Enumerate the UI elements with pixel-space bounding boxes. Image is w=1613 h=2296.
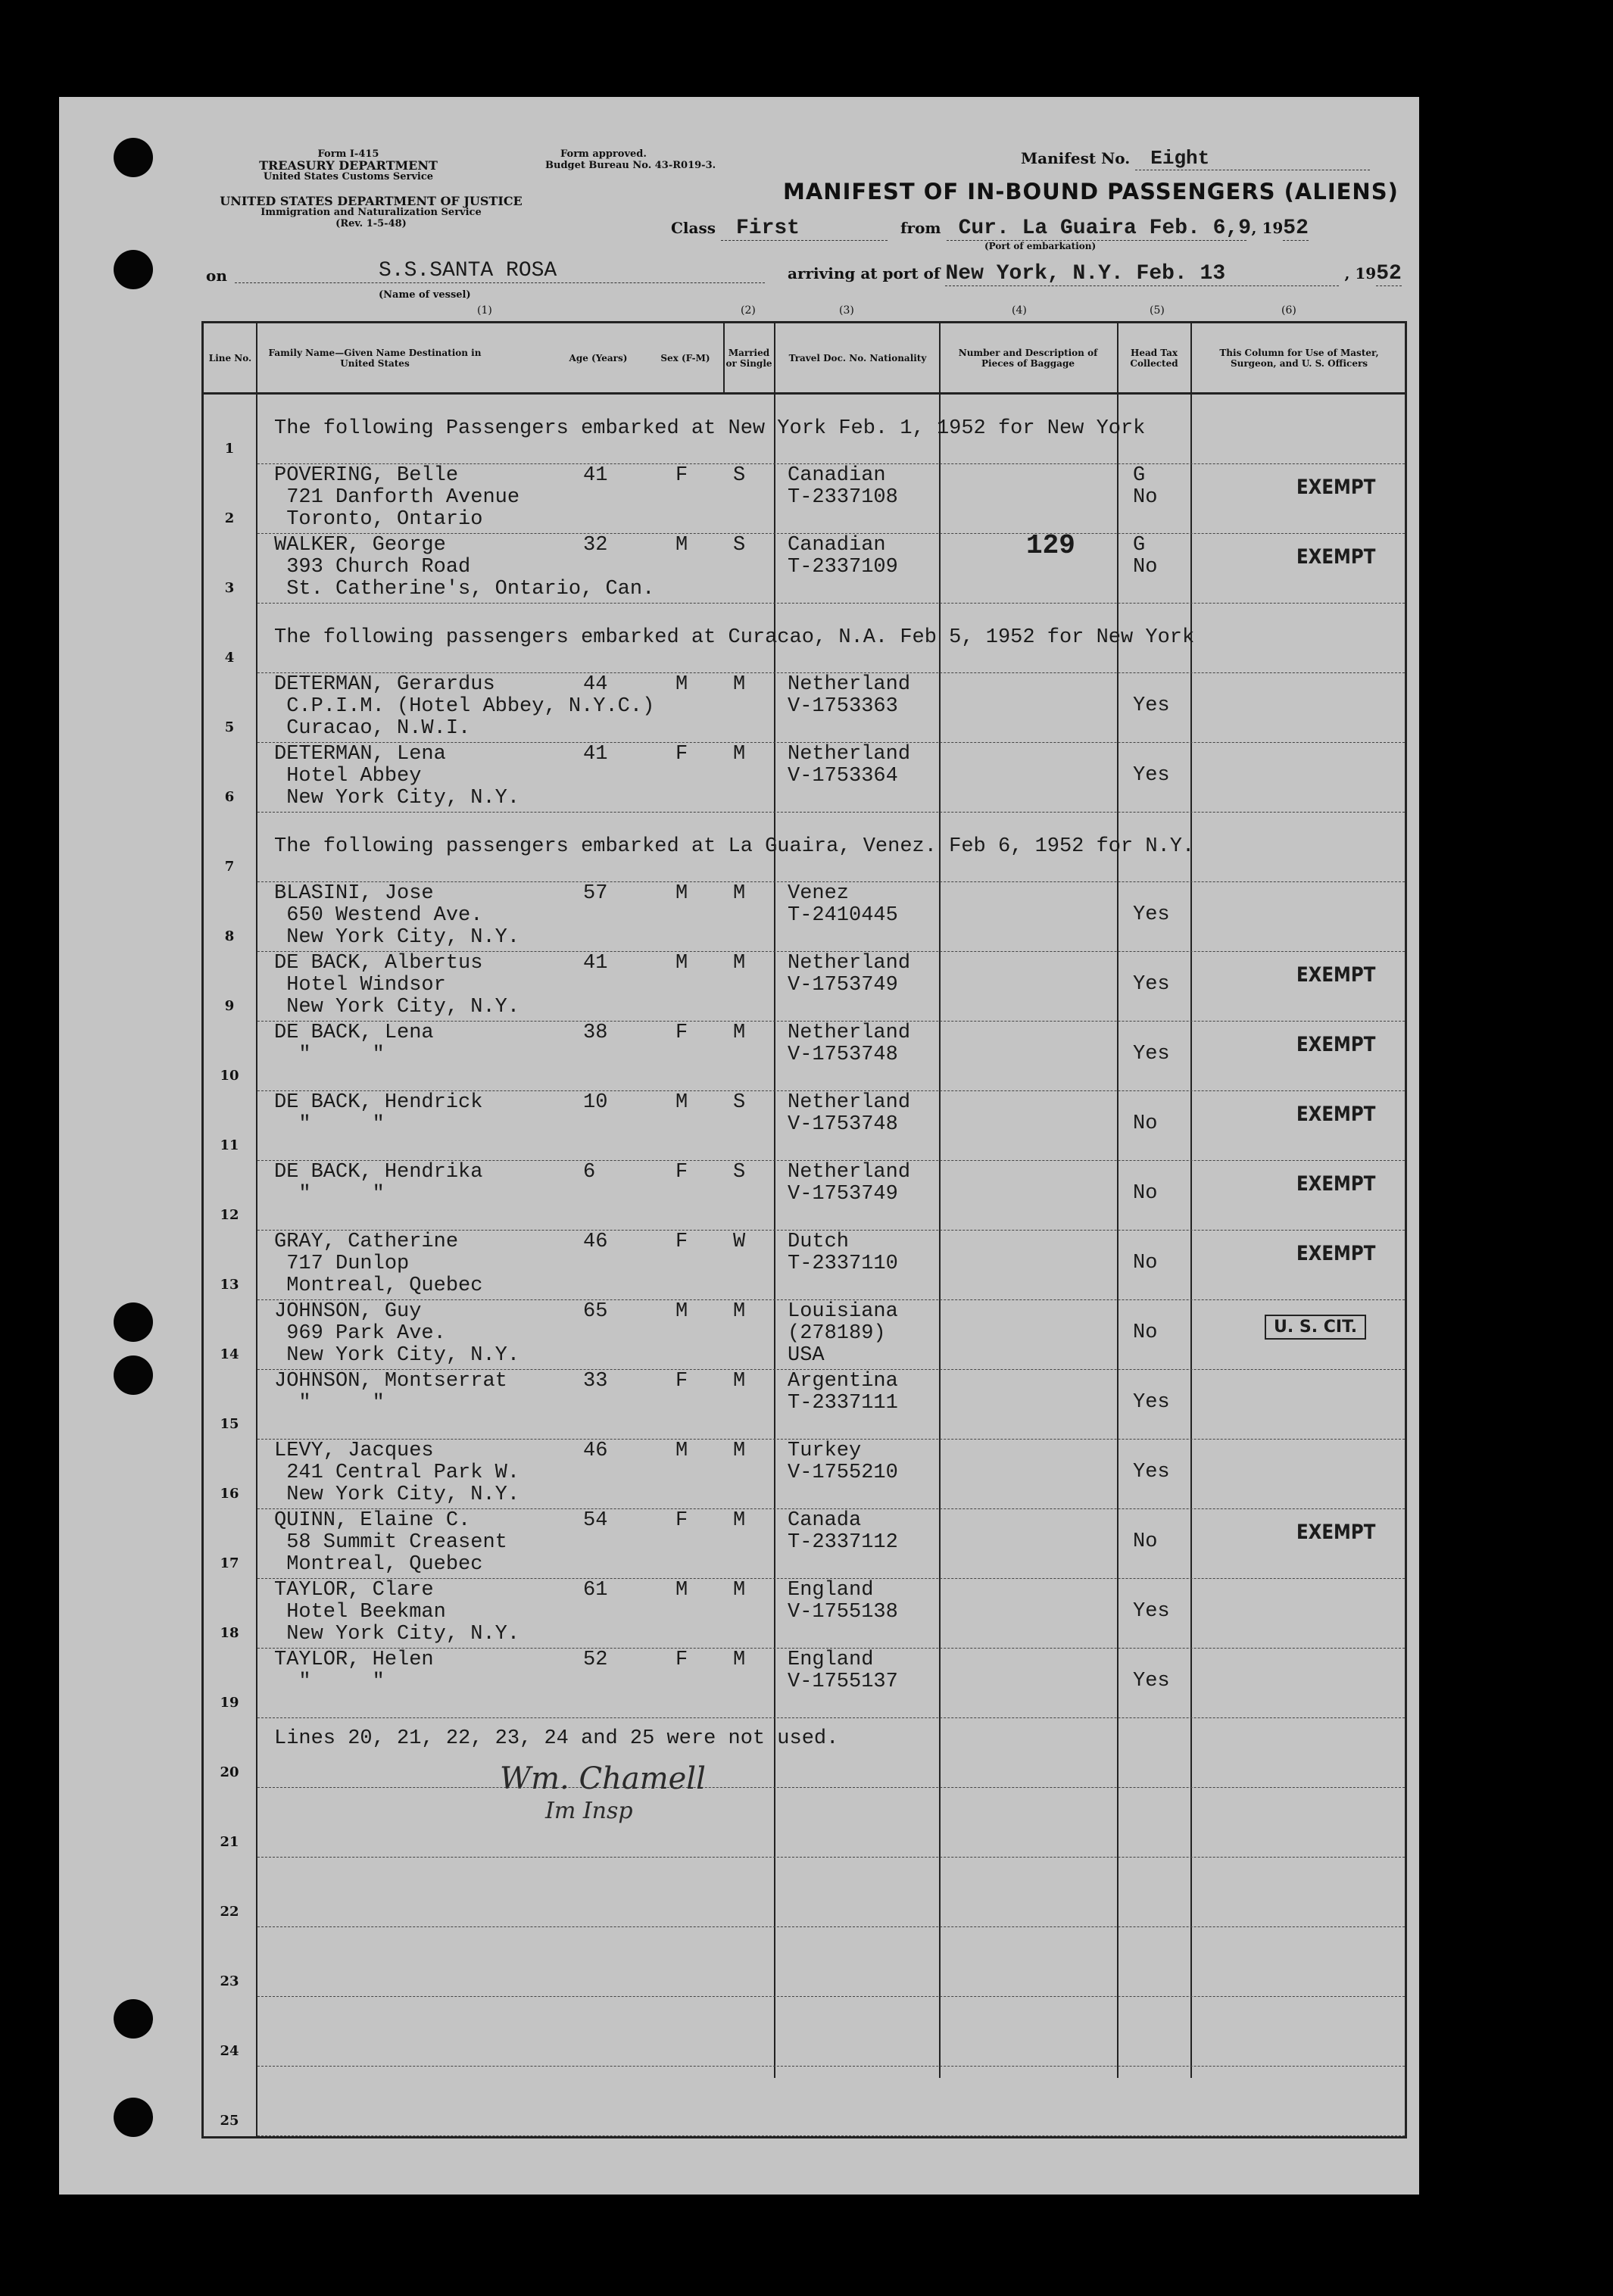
row-rule: [257, 2066, 1405, 2067]
punch-hole: [114, 1302, 153, 1342]
exempt-stamp: EXEMPT: [1296, 1033, 1376, 1056]
punch-hole: [114, 1355, 153, 1395]
line-number: 18: [220, 1625, 239, 1641]
passenger-sex: F: [675, 1370, 688, 1393]
passenger-travel-doc: Netherland V-1753749: [788, 952, 911, 997]
port-caption: (Port of embarkation): [984, 241, 1097, 251]
passenger-age: 46: [583, 1440, 608, 1462]
passenger-name: DE BACK, Lena " ": [274, 1022, 434, 1066]
passenger-marital: S: [733, 1161, 746, 1184]
manifest-title: MANIFEST OF IN-BOUND PASSENGERS (ALIENS): [783, 179, 1399, 204]
col-num-3: (3): [839, 304, 854, 317]
passenger-sex: F: [675, 1509, 688, 1532]
col-header-baggage: Number and Description of Pieces of Baggage: [958, 348, 1098, 369]
passenger-head-tax: Yes: [1133, 1600, 1170, 1623]
punch-hole: [114, 1999, 153, 2039]
passenger-age: 41: [583, 743, 608, 766]
passenger-name: TAYLOR, Helen " ": [274, 1649, 434, 1693]
passenger-sex: M: [675, 1091, 688, 1114]
passenger-sex: M: [675, 882, 688, 905]
col-num-1: (1): [477, 304, 492, 317]
section-heading: The following passengers embarked at La Guaira, Venez. Feb 6, 1952 for N.Y.: [274, 835, 1195, 858]
col-header-married: Married or Single: [725, 348, 772, 369]
passenger-name: TAYLOR, Clare Hotel Beekman New York City, N.Y.: [274, 1579, 520, 1646]
on-label: on: [206, 267, 227, 285]
passenger-head-tax: G No: [1133, 464, 1158, 509]
exempt-stamp: EXEMPT: [1296, 476, 1376, 499]
passenger-name: JOHNSON, Montserrat " ": [274, 1370, 507, 1415]
col-header-travel-doc: Travel Doc. No. Nationality: [788, 353, 927, 363]
arriving-value: New York, N.Y. Feb. 13: [945, 262, 1339, 286]
passenger-marital: M: [733, 882, 746, 905]
from-label: from: [900, 219, 941, 237]
passenger-travel-doc: England V-1755137: [788, 1649, 898, 1693]
line-number: 24: [220, 2043, 239, 2059]
passenger-sex: M: [675, 534, 688, 557]
line-number: 13: [220, 1277, 239, 1293]
line-number: 2: [224, 510, 235, 526]
passenger-travel-doc: Canada T-2337112: [788, 1509, 898, 1554]
passenger-marital: S: [733, 464, 746, 487]
passenger-marital: S: [733, 1091, 746, 1114]
row-rule: [257, 1787, 1405, 1788]
passenger-travel-doc: Louisiana (278189) USA: [788, 1300, 898, 1367]
line-number: 5: [224, 719, 235, 735]
line-number: 12: [220, 1207, 239, 1223]
manifest-label: Manifest No.: [1021, 149, 1131, 167]
passenger-sex: F: [675, 1649, 688, 1671]
passenger-age: 44: [583, 673, 608, 696]
passenger-marital: M: [733, 673, 746, 696]
treasury-dept: TREASURY DEPARTMENT: [259, 158, 438, 173]
passenger-name: DETERMAN, Gerardus C.P.I.M. (Hotel Abbey, N.Y.C.) Curacao, N.W.I.: [274, 673, 655, 740]
passenger-head-tax: Yes: [1133, 1461, 1170, 1483]
row-rule: [257, 812, 1405, 813]
form-approved: Form approved.: [560, 148, 647, 160]
passenger-marital: M: [733, 1579, 746, 1602]
arriving-year-prefix: , 19: [1344, 264, 1377, 282]
arriving-year: 52: [1376, 262, 1402, 285]
row-rule: [257, 1926, 1405, 1927]
col-divider: [1117, 321, 1118, 2078]
col-header-officers: This Column for Use of Master, Surgeon, and U. S. Officers: [1219, 348, 1379, 369]
line-number: 16: [220, 1486, 239, 1502]
passenger-age: 46: [583, 1231, 608, 1253]
passenger-age: 32: [583, 534, 608, 557]
line-number: 17: [220, 1555, 239, 1571]
passenger-travel-doc: Netherland V-1753748: [788, 1091, 911, 1136]
passenger-head-tax: Yes: [1133, 1043, 1170, 1065]
col-header-age: Age (Years): [569, 353, 628, 363]
from-value: Cur. La Guaira Feb. 6,9: [947, 217, 1246, 241]
vessel-caption: (Name of vessel): [379, 289, 471, 301]
passenger-head-tax: Yes: [1133, 973, 1170, 996]
passenger-name: LEVY, Jacques 241 Central Park W. New York City, N.Y.: [274, 1440, 520, 1506]
line-number: 6: [224, 789, 235, 805]
passenger-travel-doc: England V-1755138: [788, 1579, 898, 1624]
passenger-name: DETERMAN, Lena Hotel Abbey New York City, N.Y.: [274, 743, 520, 810]
col-num-2: (2): [741, 304, 756, 317]
passenger-marital: S: [733, 534, 746, 557]
col-header-head-tax: Head Tax Collected: [1130, 348, 1178, 369]
line-number: 20: [220, 1764, 239, 1780]
passenger-age: 52: [583, 1649, 608, 1671]
col-divider: [1190, 321, 1192, 2078]
passenger-age: 57: [583, 882, 608, 905]
us-citizen-stamp: U. S. CIT.: [1265, 1315, 1366, 1340]
passenger-marital: M: [733, 1509, 746, 1532]
passenger-age: 10: [583, 1091, 608, 1114]
passenger-name: QUINN, Elaine C. 58 Summit Creasent Montreal, Quebec: [274, 1509, 507, 1576]
line-number: 14: [220, 1346, 239, 1362]
header-rule: [201, 392, 1407, 395]
passenger-head-tax: No: [1133, 1252, 1158, 1274]
passenger-marital: M: [733, 1300, 746, 1323]
row-rule: [257, 1857, 1405, 1858]
col-num-4: (4): [1012, 304, 1027, 317]
passenger-age: 38: [583, 1022, 608, 1044]
line-number: 22: [220, 1904, 239, 1920]
line-number: 15: [220, 1416, 239, 1432]
passenger-marital: M: [733, 952, 746, 975]
passenger-name: DE BACK, Albertus Hotel Windsor New York City, N.Y.: [274, 952, 520, 1019]
passenger-head-tax: Yes: [1133, 903, 1170, 926]
punch-hole: [114, 250, 153, 289]
passenger-name: DE BACK, Hendrika " ": [274, 1161, 483, 1206]
customs-service: United States Customs Service: [263, 171, 434, 182]
line-number: 1: [224, 441, 235, 457]
passenger-name: JOHNSON, Guy 969 Park Ave. New York City, N.Y.: [274, 1300, 520, 1367]
passenger-sex: M: [675, 952, 688, 975]
passenger-baggage: 129: [1026, 530, 1075, 561]
exempt-stamp: EXEMPT: [1296, 1521, 1376, 1544]
passenger-travel-doc: Canadian T-2337109: [788, 534, 898, 579]
row-rule: [257, 2135, 1405, 2136]
row-rule: [257, 1996, 1405, 1997]
from-year-prefix: , 19: [1251, 219, 1284, 237]
passenger-name: GRAY, Catherine 717 Dunlop Montreal, Quebec: [274, 1231, 483, 1297]
line-number: 3: [224, 580, 235, 596]
passenger-age: 65: [583, 1300, 608, 1323]
passenger-head-tax: No: [1133, 1112, 1158, 1135]
col-num-6: (6): [1281, 304, 1296, 317]
col-num-5: (5): [1150, 304, 1165, 317]
passenger-age: 41: [583, 952, 608, 975]
passenger-marital: M: [733, 1022, 746, 1044]
passenger-name: DE BACK, Hendrick " ": [274, 1091, 483, 1136]
passenger-head-tax: No: [1133, 1321, 1158, 1344]
row-rule: [257, 1717, 1405, 1718]
passenger-name: POVERING, Belle 721 Danforth Avenue Toronto, Ontario: [274, 464, 520, 531]
line-number: 9: [224, 998, 235, 1014]
passenger-travel-doc: Netherland V-1753363: [788, 673, 911, 718]
from-year: 52: [1283, 217, 1309, 240]
col-divider: [774, 321, 775, 2078]
class-label: Class: [671, 219, 716, 237]
passenger-marital: W: [733, 1231, 746, 1253]
arriving-label: arriving at port of: [788, 264, 941, 282]
line-number: 11: [220, 1137, 239, 1153]
justice-dept: UNITED STATES DEPARTMENT OF JUSTICE: [220, 194, 523, 208]
punch-hole: [114, 138, 153, 177]
col-divider: [723, 321, 725, 392]
line-number: 10: [220, 1068, 239, 1084]
passenger-sex: F: [675, 464, 688, 487]
budget-bureau: Budget Bureau No. 43-R019-3.: [545, 160, 716, 171]
line-number: 4: [224, 650, 235, 666]
passenger-travel-doc: Netherland V-1753748: [788, 1022, 911, 1066]
class-value: First: [721, 217, 888, 241]
passenger-head-tax: Yes: [1133, 764, 1170, 787]
passenger-name: WALKER, George 393 Church Road St. Catherine's, Ontario, Can.: [274, 534, 655, 601]
passenger-travel-doc: Venez T-2410445: [788, 882, 898, 927]
footer-note: Lines 20, 21, 22, 23, 24 and 25 were not used.: [274, 1727, 839, 1750]
col-divider: [939, 321, 941, 2078]
passenger-travel-doc: Dutch T-2337110: [788, 1231, 898, 1275]
passenger-sex: F: [675, 1231, 688, 1253]
passenger-age: 54: [583, 1509, 608, 1532]
passenger-head-tax: Yes: [1133, 1670, 1170, 1692]
col-header-sex: Sex (F-M): [660, 353, 710, 363]
form-revision: (Rev. 1-5-48): [335, 218, 407, 229]
inspector-title: Im Insp: [545, 1798, 633, 1824]
exempt-stamp: EXEMPT: [1296, 1242, 1376, 1265]
passenger-travel-doc: Turkey V-1755210: [788, 1440, 898, 1484]
passenger-name: BLASINI, Jose 650 Westend Ave. New York City, N.Y.: [274, 882, 520, 949]
section-heading: The following passengers embarked at Curacao, N.A. Feb 5, 1952 for New York: [274, 626, 1195, 649]
passenger-sex: M: [675, 1579, 688, 1602]
inspector-signature: Wm. Chamell: [500, 1761, 706, 1796]
passenger-head-tax: No: [1133, 1530, 1158, 1553]
passenger-head-tax: G No: [1133, 534, 1158, 579]
section-heading: The following Passengers embarked at New York Feb. 1, 1952 for New York: [274, 417, 1146, 440]
passenger-head-tax: Yes: [1133, 694, 1170, 717]
passenger-sex: M: [675, 673, 688, 696]
passenger-travel-doc: Argentina T-2337111: [788, 1370, 898, 1415]
passenger-head-tax: Yes: [1133, 1391, 1170, 1414]
passenger-marital: M: [733, 743, 746, 766]
col-header-name: Family Name—Given Name Destination in United States: [268, 348, 482, 369]
passenger-sex: F: [675, 743, 688, 766]
line-number: 7: [224, 859, 235, 875]
punch-hole: [114, 2098, 153, 2137]
line-number: 23: [220, 1973, 239, 1989]
passenger-sex: F: [675, 1022, 688, 1044]
passenger-marital: M: [733, 1649, 746, 1671]
exempt-stamp: EXEMPT: [1296, 1103, 1376, 1126]
passenger-age: 61: [583, 1579, 608, 1602]
passenger-age: 41: [583, 464, 608, 487]
col-header-line-no: Line No.: [208, 353, 252, 363]
exempt-stamp: EXEMPT: [1296, 963, 1376, 987]
line-number: 19: [220, 1695, 239, 1711]
passenger-marital: M: [733, 1370, 746, 1393]
passenger-marital: M: [733, 1440, 746, 1462]
manifest-number: Eight: [1135, 147, 1370, 170]
passenger-age: 6: [583, 1161, 596, 1184]
exempt-stamp: EXEMPT: [1296, 1172, 1376, 1196]
passenger-travel-doc: Netherland V-1753749: [788, 1161, 911, 1206]
passenger-travel-doc: Canadian T-2337108: [788, 464, 898, 509]
row-rule: [257, 603, 1405, 604]
passenger-sex: M: [675, 1300, 688, 1323]
line-number: 21: [220, 1834, 239, 1850]
line-number: 25: [220, 2113, 239, 2129]
form-number: Form I-415: [317, 148, 379, 160]
line-number: 8: [224, 928, 235, 944]
passenger-head-tax: No: [1133, 1182, 1158, 1205]
vessel-name: S.S.SANTA ROSA: [235, 259, 765, 283]
ins-service: Immigration and Naturalization Service: [261, 207, 482, 218]
exempt-stamp: EXEMPT: [1296, 545, 1376, 569]
passenger-age: 33: [583, 1370, 608, 1393]
passenger-sex: F: [675, 1161, 688, 1184]
passenger-sex: M: [675, 1440, 688, 1462]
passenger-travel-doc: Netherland V-1753364: [788, 743, 911, 788]
